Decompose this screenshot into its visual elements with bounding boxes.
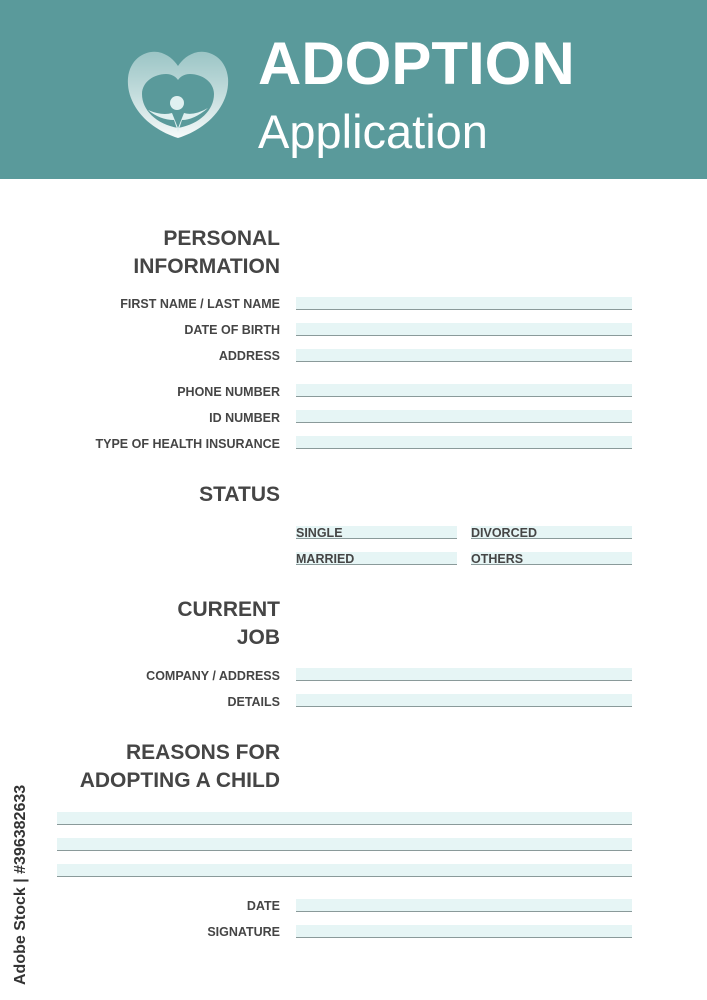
label-company: COMPANY / ADDRESS <box>146 669 280 683</box>
label-signature: SIGNATURE <box>207 925 280 939</box>
label-insurance: TYPE OF HEALTH INSURANCE <box>95 437 280 451</box>
job-heading: CURRENT <box>177 598 280 621</box>
label-dob: DATE OF BIRTH <box>184 323 280 337</box>
stock-watermark: Adobe Stock | #396382633 <box>12 784 29 985</box>
job-heading-2: JOB <box>236 626 280 649</box>
input-phone[interactable] <box>296 384 632 397</box>
reasons-heading-2: ADOPTING A CHILD <box>79 769 280 792</box>
header-banner <box>0 0 707 179</box>
input-details[interactable] <box>296 694 632 707</box>
input-signature[interactable] <box>296 925 632 938</box>
label-name: FIRST NAME / LAST NAME <box>120 297 280 311</box>
label-id: ID NUMBER <box>209 411 280 425</box>
heart-child-logo <box>126 48 230 140</box>
label-phone: PHONE NUMBER <box>177 385 280 399</box>
label-address: ADDRESS <box>218 349 280 363</box>
status-heading: STATUS <box>199 483 280 506</box>
input-name[interactable] <box>296 297 632 310</box>
status-single[interactable]: SINGLE <box>296 526 457 539</box>
input-company[interactable] <box>296 668 632 681</box>
reasons-line[interactable] <box>57 838 632 851</box>
status-divorced[interactable]: DIVORCED <box>471 526 632 539</box>
status-others[interactable]: OTHERS <box>471 552 632 565</box>
input-dob[interactable] <box>296 323 632 336</box>
form-subtitle: Application <box>258 105 488 158</box>
label-details: DETAILS <box>227 695 280 709</box>
personal-heading-2: INFORMATION <box>133 255 280 278</box>
reasons-line[interactable] <box>57 812 632 825</box>
reasons-heading: REASONS FOR <box>125 741 280 764</box>
reasons-line[interactable] <box>57 864 632 877</box>
label-date: DATE <box>246 899 280 913</box>
input-date[interactable] <box>296 899 632 912</box>
input-address[interactable] <box>296 349 632 362</box>
personal-heading: PERSONAL <box>163 227 280 250</box>
form-title: ADOPTION <box>258 30 575 97</box>
input-insurance[interactable] <box>296 436 632 449</box>
status-married[interactable]: MARRIED <box>296 552 457 565</box>
input-id[interactable] <box>296 410 632 423</box>
